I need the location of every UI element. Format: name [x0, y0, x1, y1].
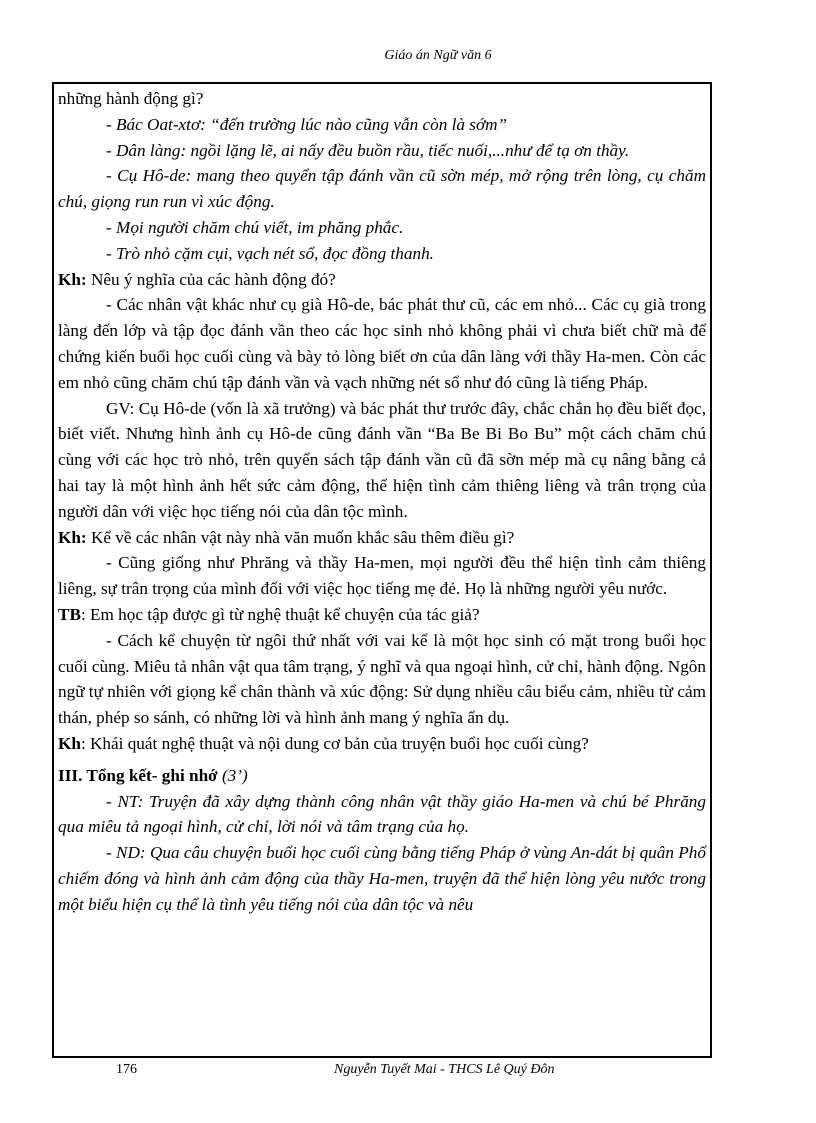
- question-text: Kể về các nhân vật này nhà văn muốn khắc sâu thêm điều gì?: [86, 527, 515, 547]
- section-title: III. Tổng kết- ghi nhớ: [58, 765, 218, 785]
- list-item: - Bác Oat-xtơ: “đến trường lúc nào cũng vẫn còn là sớm”: [106, 114, 508, 134]
- page-header: Giáo án Ngữ văn 6: [384, 48, 492, 63]
- list-item: - Cụ Hô-de: mang theo quyển tập đánh vần cũ sờn mép, mở rộng trên lòng, cụ chăm chú, giọng run run vì xúc động.: [58, 166, 706, 212]
- text-line: những hành động gì?: [58, 89, 204, 108]
- question-text: Nêu ý nghĩa của các hành động đó?: [86, 269, 336, 289]
- summary-content: - ND: Qua câu chuyện buổi học cuối cùng bằng tiếng Pháp ở vùng An-dát bị quân Phổ chiếm đóng và hình ảnh cảm động của thầy Ha-men, truyện đã thể hiện lòng yêu nước trong một biểu hiện cụ thể là tình yêu tiếng nói của dân tộc và nêu: [58, 843, 706, 914]
- question-text: : Khái quát nghệ thuật và nội dung cơ bản của truyện buổi học cuối cùng?: [80, 733, 589, 753]
- list-item: - Mọi người chăm chú viết, im phăng phắc.: [106, 217, 404, 237]
- question: [58, 602, 706, 628]
- answer: - Các nhân vật khác như cụ già Hô-de, bác phát thư cũ, các em nhỏ... Các cụ già trong làng đến lớp và tập đọc đánh vần theo các học sinh nhỏ không phải vì chưa biết chữ mà để chứng kiến buổi học cuối cùng và bày tỏ lòng biết ơn của dân làng với thầy Ha-men. Còn các em nhỏ cũng chăm chú tập đánh vần và vạch những nét sổ như đó cũng là tiếng Pháp.: [58, 295, 706, 392]
- question: [58, 731, 706, 757]
- question: [58, 267, 706, 293]
- answer: - Cũng giống như Phrăng và thầy Ha-men, mọi người đều thể hiện tình cảm thiêng liêng, sự trân trọng của mình đối với việc học tiếng mẹ đẻ. Họ là những người yêu nước.: [58, 553, 706, 599]
- page-number: 176: [116, 1062, 137, 1077]
- question-text: : Em học tập được gì từ nghệ thuật kể chuyện của tác giả?: [80, 604, 480, 624]
- page-content: [58, 86, 706, 918]
- question-label: Kh: [58, 733, 81, 753]
- question-label: TB: [58, 604, 81, 624]
- question-label: Kh:: [58, 269, 87, 289]
- list-item: - Dân làng: ngồi lặng lẽ, ai nấy đều buồn rầu, tiếc nuối,...như để tạ ơn thầy.: [106, 140, 630, 160]
- footer-author: Nguyễn Tuyết Mai - THCS Lê Quý Đôn: [334, 1062, 555, 1077]
- section-time: (3’): [217, 765, 248, 785]
- list-item: - Trò nhỏ cặm cụi, vạch nét sổ, đọc đồng thanh.: [106, 243, 434, 263]
- teacher-note: GV: Cụ Hô-de (vốn là xã trưởng) và bác phát thư trước đây, chắc chắn họ đều biết đọc, biết viết. Nhưng hình ảnh cụ Hô-de cũng đánh vần “Ba Be Bi Bo Bu” một cách chăm chú cùng với các học trò nhỏ, trên quyển sách tập đánh vần cũ đã sờn mép mà cụ nâng bằng cả hai tay là một hình ảnh hết sức cảm động, thể hiện tình cảm thiêng liêng và trân trọng của người dân với việc học tiếng nói của dân tộc mình.: [58, 398, 706, 521]
- section-heading: [58, 763, 706, 789]
- summary-art: - NT: Truyện đã xây dựng thành công nhân vật thầy giáo Ha-men và chú bé Phrăng qua miêu tả ngoại hình, cử chỉ, lời nói và tâm trạng của họ.: [58, 791, 706, 837]
- question-label: Kh:: [58, 527, 87, 547]
- answer: - Cách kể chuyện từ ngôi thứ nhất với vai kể là một học sinh có mặt trong buổi học cuối cùng. Miêu tả nhân vật qua tâm trạng, ý nghĩ và qua ngoại hình, cử chỉ, hành động. Ngôn ngữ tự nhiên với giọng kể chân thành và xúc động: Sử dụng nhiều câu biểu cảm, nhiều từ cảm thán, phép so sánh, có những lời và hình ảnh mang ý nghĩa ẩn dụ.: [58, 630, 706, 728]
- question: [58, 525, 706, 551]
